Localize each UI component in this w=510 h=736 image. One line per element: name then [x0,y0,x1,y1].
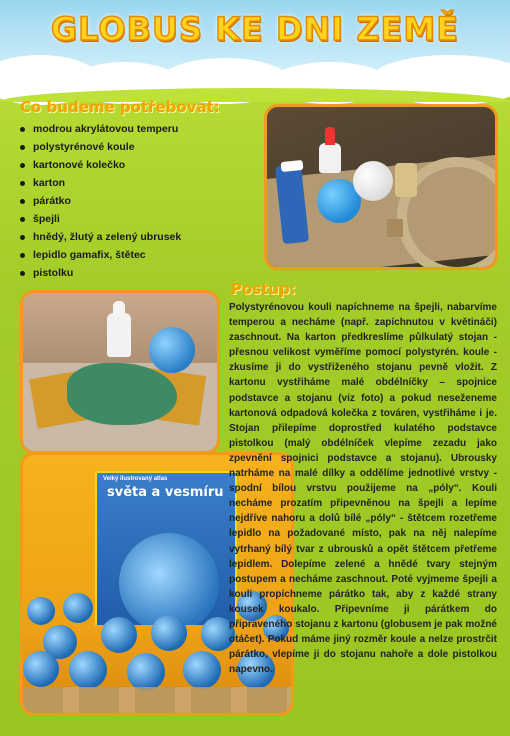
book-series: Velký ilustrovaný atlas [103,476,168,482]
materials-photo [264,104,498,270]
list-item: pistolku [20,264,181,282]
page-title: GLOBUS KE DNI ZEMĚ [50,10,460,48]
list-item: kartonové kolečko [20,156,181,174]
list-item: špejli [20,210,181,228]
list-item: karton [20,174,181,192]
list-item: modrou akrylátovou temperu [20,120,181,138]
procedure-text: Polystyrénovou kouli napíchneme na špejli, nabarvíme temperou a necháme (např. zapíchnutou v květináči) zaschnout. Na karton předkreslíme půlkulatý stojan - přesnou velikost vyměříme pomocí polystyrén. koule - zkusíme ji do vystřiženého stojanu pevně vložit. Z kartonu vystřiháme malé obdélníčky – spojnice podstavce a stojanu (viz foto) a pokud neseženeme kartonová odpadová kolečka z továren, vystřiháme i je. Stojan přilepíme doprostřed kulatého podstavce pistolkou (malý obdélníček vlepíme zezadu jako zpevnění spojnici podstavce a stojanu). Ubrousky natrháme na malé dílky a oddělíme jednotlivé vrstvy - spodní bílou vrstvu použijeme na „póly“. Kouli necháme prozatím připevněnou na špejli a lepíme nejdříve nahoru a dolů bílé „póly“ - štětcem rozetřeme lepidlo na požadované místo, pak na něj nalepíme vytrhaný bílý tvar z ubrousků a opět štětcem přetřeme lepidlem. Dolepíme zelené a hnědé tvary stejným postupem a necháme zaschnout. Poté vyjmeme špejli a kouli propíchneme párátko tak, aby z každé strany kousek koukalo. Připevníme ji párátkem do připraveného stojanu z kartonu (globusem je pak možné otáčet). Pokud máme jiný rozměr koule a nelze prostrčit párátko, vlepíme ji do stojanu nahoře a dole pistolkou napevno. [229,302,497,676]
napkin-globe-photo [20,290,220,454]
materials-list [20,120,181,282]
list-item: párátko [20,192,181,210]
materials-heading: Co budeme potřebovat: [20,98,220,116]
book-title: světa a vesmíru [107,485,224,500]
list-item: lepidlo gamafix, štětec [20,246,181,264]
list-item: polystyrénové koule [20,138,181,156]
procedure-heading: Postup: [231,280,296,298]
list-item: hnědý, žlutý a zelený ubrusek [20,228,181,246]
